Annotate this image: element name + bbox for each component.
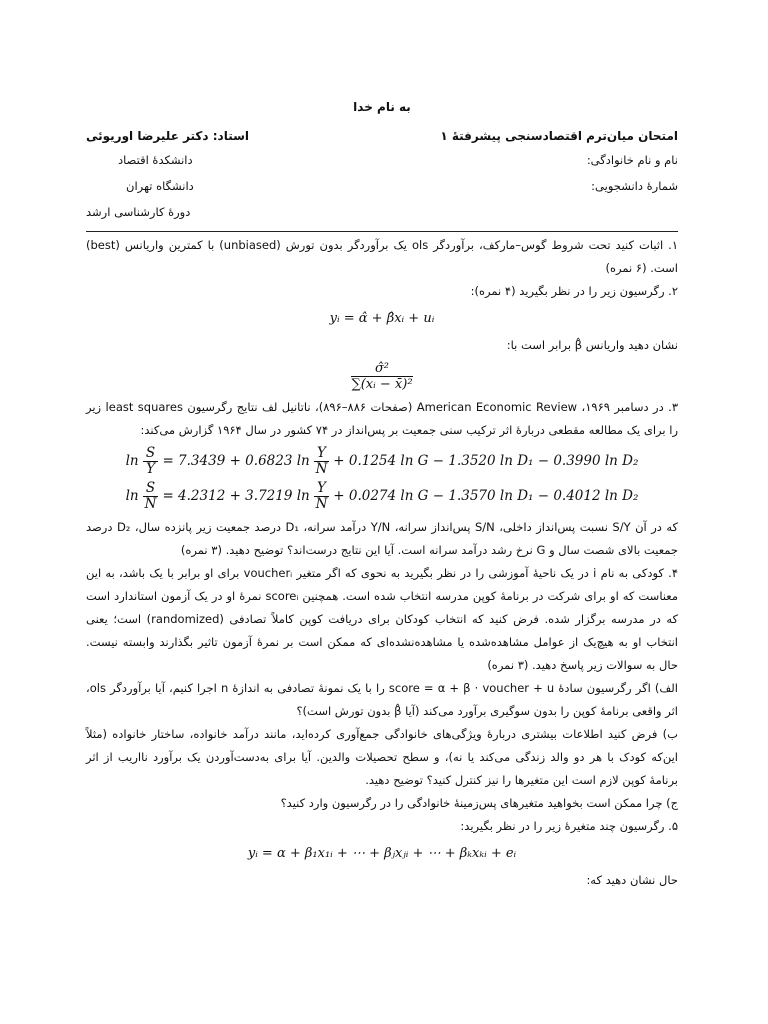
question-3-text-2: که در آن S/Y نسبت پس‌انداز داخلی، S/N پس‌انداز سرانه، Y/N درآمد سرانه، D₁ درصد جمعیت زیر پانزده سال، D₂ درصد جمعیت بالای شصت سال و G نرخ رشد درآمد سرانه است. آیا این نتایج درست‌اند؟ توضیح دهید. (۳ نمره) — [86, 520, 678, 557]
question-4: ۴. کودکی به نام i در یک ناحیهٔ آموزشی را در نظر بگیرید به نحوی که اگر متغیر voucherᵢ برای او برابر با یک باشد، به این معناست که او برای شرکت در برنامهٔ کوپن مدرسه انتخاب شده است. همچنین scoreᵢ نمرهٔ او در یک آزمون استاندارد است که در مدرسه برگزار شده. فرض کنید که انتخاب کودکان برای دریافت کوپن کاملاً تصادفی (randomized) است؛ یعنی انتخاب او به هیچ‌یک از عوامل مشاهده‌شده یا مشاهده‌نشده‌ای که ممکن است بر نمرهٔ آزمون تاثیر بگذارند وابسته نیست. حال به سوالات زیر پاسخ دهید. (۳ نمره) — [86, 566, 679, 672]
question-5-show: حال نشان دهید که: — [586, 873, 678, 887]
question-2-equation: yᵢ = α̂ + β̂xᵢ + uᵢ — [329, 311, 435, 326]
exam-title: امتحان میان‌ترم اقتصادسنجی پیشرفتهٔ ۱ — [440, 129, 678, 143]
student-id-label: شمارهٔ دانشجویی: — [591, 179, 678, 193]
regression-equation-1: ln $\frac{S}{Y}$ = 7.3439 + 0.6823 ln $\frac{Y}{N}$ + 0.1254 ln G − 1.3520 ln D₁ − 0.3990 ln D₂ — [125, 445, 639, 477]
faculty: دانشکدهٔ اقتصاد — [118, 153, 193, 167]
eq1-tail: + 0.1254 ln G − 1.3520 ln D₁ − 0.3990 ln D₂ — [333, 453, 639, 469]
name-label: نام و نام خانوادگی: — [586, 153, 678, 167]
question-3-text-1: ۳. در دسامبر ۱۹۶۹، American Economic Review (صفحات ۸۸۶–۸۹۶)، ناتانیل لف نتایج رگرسیون least squares زیر را برای یک مطالعه مقطعی دربارهٔ اثر ترکیب سنی جمعیت بر پس‌انداز در ۷۴ کشور در سال ۱۹۶۴ گزارش می‌کند: — [86, 400, 678, 437]
info-row-1 — [86, 149, 678, 175]
question-4-part-b: ب) فرض کنید اطلاعات بیشتری دربارهٔ ویژگی‌های خانوادگی جمع‌آوری کرده‌اید، مانند درآمد خانواده، ساختار خانواده (مثلاً این‌که کودک با هر دو والد زندگی می‌کند یا نه)، و سطح تحصیلات والدین. آیا برای به‌دست‌آوردن یک برآورد نااریب از اثر برنامهٔ کوپن لازم است این متغیرها را نیز کنترل کنید؟ توضیح دهید. — [86, 727, 678, 787]
info-row-2 — [86, 175, 678, 201]
eq2-rhs: = 4.2312 + 3.7219 ln — [162, 488, 310, 504]
eq1-rhs: = 7.3439 + 0.6823 ln — [162, 453, 310, 469]
question-2-show: نشان دهید واریانس β̂ برابر است با: — [506, 338, 678, 352]
exam-header — [86, 125, 678, 149]
variance-denominator: ∑(xᵢ − x̄)² — [351, 377, 413, 392]
university: دانشگاه تهران — [126, 179, 194, 193]
variance-formula — [86, 361, 678, 392]
question-5-intro: ۵. رگرسیون چند متغیرهٔ زیر را در نظر بگیرید: — [460, 819, 678, 833]
regression-equation-2: ln $\frac{S}{N}$ = 4.2312 + 3.7219 ln $\frac{Y}{N}$ + 0.0274 ln G − 1.3570 ln D₁ − 0.4012 ln D₂ — [125, 480, 639, 512]
basmala: به نام خدا — [353, 100, 411, 114]
header-divider — [86, 231, 678, 232]
info-row-3 — [86, 201, 678, 227]
question-1: ۱. اثبات کنید تحت شروط گوس–مارکف، برآوردگر ols یک برآوردگر بدون تورش (unbiased) با کمترین واریانس (best) است. (۶ نمره) — [86, 238, 679, 275]
question-4-part-c: ج) چرا ممکن است بخواهید متغیرهای پس‌زمینهٔ خانوادگی را در رگرسیون وارد کنید؟ — [280, 796, 678, 810]
eq2-tail: + 0.0274 ln G − 1.3570 ln D₁ − 0.4012 ln D₂ — [333, 488, 639, 504]
exam-page — [86, 96, 678, 892]
program: دورهٔ کارشناسی ارشد — [86, 205, 191, 219]
question-5-equation: yᵢ = α + β₁x₁ᵢ + ⋯ + βⱼxⱼᵢ + ⋯ + βₖxₖᵢ + eᵢ — [247, 846, 517, 861]
instructor: استاد: دکتر علیرضا اوریوئی — [86, 129, 250, 143]
question-2-intro: ۲. رگرسیون زیر را در نظر بگیرید (۴ نمره): — [470, 284, 678, 298]
variance-numerator: σ̂² — [351, 361, 412, 377]
question-4-part-a: الف) اگر رگرسیون سادهٔ score = α + β · voucher + u را با یک نمونهٔ تصادفی به اندازهٔ n اجرا کنیم، آیا برآوردگر ols، اثر واقعی برنامهٔ کوپن را بدون سوگیری برآورد می‌کند (آیا β̂ بدون تورش است)؟ — [86, 681, 678, 718]
